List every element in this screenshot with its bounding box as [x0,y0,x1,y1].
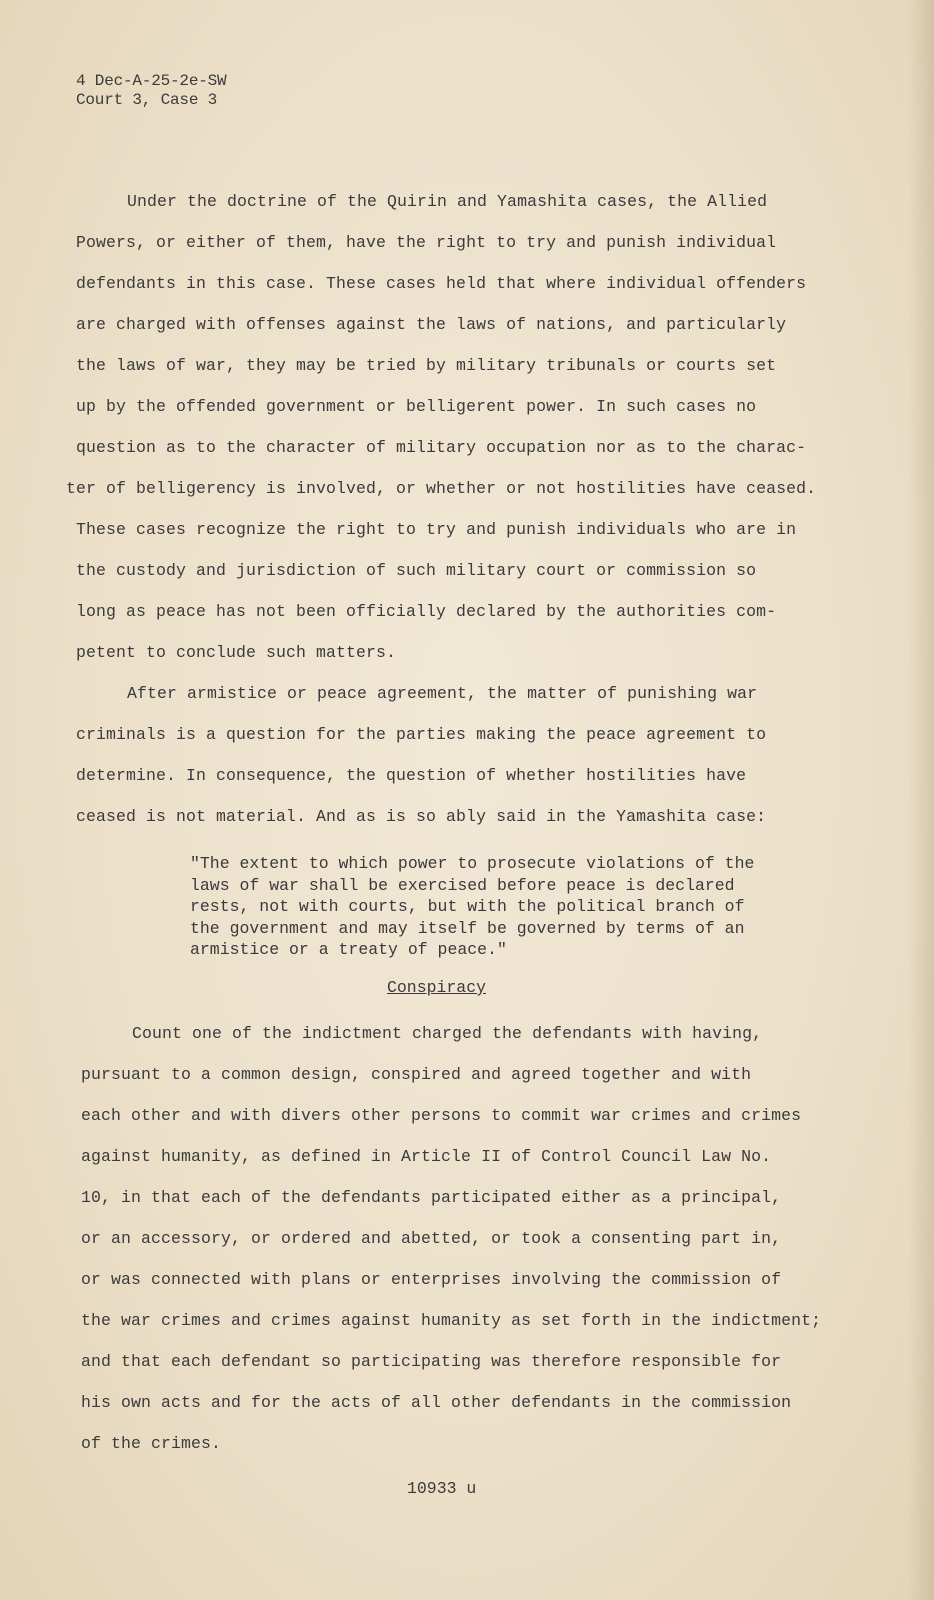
paragraph-line: long as peace has not been officially declared by the authorities com- [76,602,777,621]
quote-line: laws of war shall be exercised before peace is declared [190,875,735,895]
paragraph-line: These cases recognize the right to try and punish individuals who are in [76,520,797,539]
paragraph-line: the laws of war, they may be tried by military tribunals or courts set [76,356,777,375]
paragraph-line: against humanity, as defined in Article II of Control Council Law No. [81,1147,772,1166]
paragraph-line: defendants in this case. These cases held that where individual offenders [76,274,807,293]
paragraph-line: each other and with divers other persons to commit war crimes and crimes [81,1106,802,1125]
paragraph-line: the custody and jurisdiction of such military court or commission so [76,561,757,580]
paragraph-line: criminals is a question for the parties making the peace agreement to [76,725,767,744]
paragraph-line: question as to the character of military occupation nor as to the charac- [76,438,807,457]
document-header [76,72,226,110]
paragraph-line: Count one of the indictment charged the defendants with having, [132,1024,763,1043]
paragraph-line: determine. In consequence, the question of whether hostilities have [76,766,747,785]
page-number: 10933 u [407,1479,477,1498]
paragraph-line: Under the doctrine of the Quirin and Yamashita cases, the Allied [127,192,768,211]
paragraph-line: or an accessory, or ordered and abetted, or took a consenting part in, [81,1229,782,1248]
paragraph-line: Powers, or either of them, have the right to try and punish individual [76,233,777,252]
document-reference: 4 Dec-A-25-2e-SW [76,72,227,90]
paragraph-line: up by the offended government or belligerent power. In such cases no [76,397,757,416]
quote-line: armistice or a treaty of peace." [190,940,507,959]
quote-line: the government and may itself be governed by terms of an [190,918,745,938]
paragraph-line: his own acts and for the acts of all other defendants in the commission [81,1393,792,1412]
paragraph-line: ter of belligerency is involved, or whether or not hostilities have ceased. [66,479,817,498]
paragraph-line: are charged with offenses against the laws of nations, and particularly [76,315,787,334]
paragraph-line: petent to conclude such matters. [76,643,397,662]
block-quote [190,853,754,961]
paragraph-line: After armistice or peace agreement, the matter of punishing war [127,684,758,703]
paragraph-line: of the crimes. [81,1434,222,1453]
quote-line: rests, not with courts, but with the political branch of [190,897,745,916]
section-heading: Conspiracy [387,978,487,997]
court-case-label: Court 3, Case 3 [76,91,218,109]
paragraph-line: the war crimes and crimes against humanity as set forth in the indictment; [81,1311,822,1330]
paragraph-line: pursuant to a common design, conspired and agreed together and with [81,1065,752,1084]
paragraph-line: 10, in that each of the defendants participated either as a principal, [81,1188,782,1207]
quote-line: "The extent to which power to prosecute violations of the [190,854,755,873]
paragraph-line: ceased is not material. And as is so ably said in the Yamashita case: [76,807,767,826]
page-edge-shadow [908,0,934,1600]
paragraph-line: and that each defendant so participating was therefore responsible for [81,1352,782,1371]
paragraph-line: or was connected with plans or enterprises involving the commission of [81,1270,782,1289]
